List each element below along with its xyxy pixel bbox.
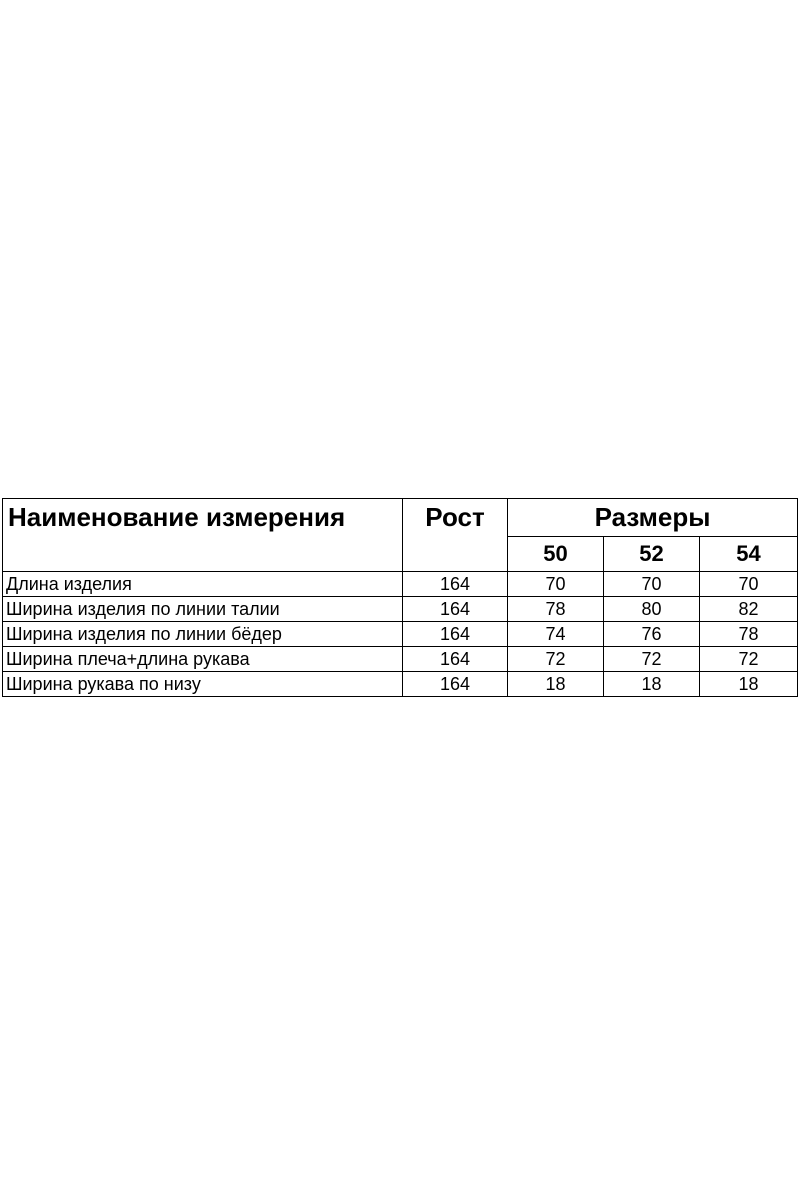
value-cell: 70: [700, 572, 798, 597]
value-cell: 70: [604, 572, 700, 597]
measurement-name-header: [3, 499, 403, 572]
height-cell: 164: [403, 672, 508, 697]
value-cell: 78: [700, 622, 798, 647]
table-row: [3, 572, 798, 597]
header-row: [3, 499, 798, 537]
size-header-cell: 50: [508, 537, 604, 572]
table-row: [3, 597, 798, 622]
table-row: [3, 622, 798, 647]
value-cell: 72: [700, 647, 798, 672]
measurement-name-cell: Длина изделия: [3, 572, 403, 597]
value-cell: 70: [508, 572, 604, 597]
measurement-name-cell: Ширина изделия по линии бёдер: [3, 622, 403, 647]
height-header: [403, 499, 508, 572]
measurement-name-cell: Ширина плеча+длина рукава: [3, 647, 403, 672]
value-cell: 18: [700, 672, 798, 697]
measurement-name-cell: Ширина изделия по линии талии: [3, 597, 403, 622]
height-cell: 164: [403, 647, 508, 672]
value-cell: 18: [604, 672, 700, 697]
height-cell: 164: [403, 622, 508, 647]
table-row: [3, 647, 798, 672]
value-cell: 74: [508, 622, 604, 647]
sizes-header: Размеры: [508, 499, 798, 537]
value-cell: 76: [604, 622, 700, 647]
height-cell: 164: [403, 572, 508, 597]
value-cell: 18: [508, 672, 604, 697]
size-header-cell: 54: [700, 537, 798, 572]
value-cell: 82: [700, 597, 798, 622]
value-cell: 72: [604, 647, 700, 672]
value-cell: 78: [508, 597, 604, 622]
height-cell: 164: [403, 597, 508, 622]
value-cell: 72: [508, 647, 604, 672]
size-chart-table: [2, 498, 798, 697]
height-header-text: Рост: [425, 502, 485, 532]
measurement-name-header-text: Наименование измерения: [8, 502, 346, 532]
table-row: [3, 672, 798, 697]
measurement-name-cell: Ширина рукава по низу: [3, 672, 403, 697]
size-header-cell: 52: [604, 537, 700, 572]
value-cell: 80: [604, 597, 700, 622]
